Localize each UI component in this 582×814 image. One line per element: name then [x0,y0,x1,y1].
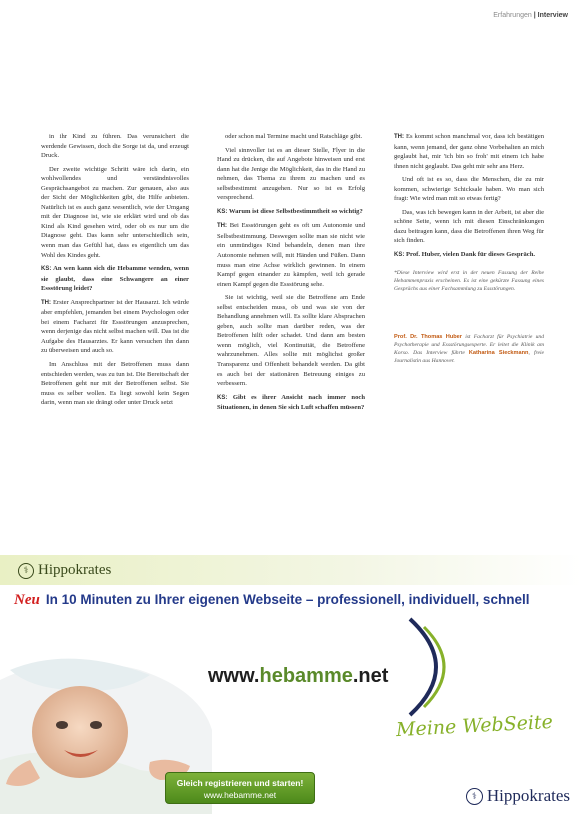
article-column-2 [217,132,365,417]
paragraph-text: Das, was ich bewegen kann in der Arbeit, ist aber die schöne Seite, wenn ich mit diesen Einschränkungen dazu beitragen kann, dass die Betroffenen ihren Weg für sich finden. [394,208,544,245]
ad-neu-label: Neu [14,592,40,608]
running-header: Erfahrungen | Interview [493,12,568,19]
bio-name-interviewer: Katharina Sieckmann [468,349,529,356]
paragraph-text: Bei Essstörungen geht es oft um Autonomie und Selbstbestimmung. Deswegen sollte man sie nicht wie ein unmündiges Kind behandeln, denen man ihre Autonomie nehmen will, mit Händen und Füßen. Dann muss man eine Achse wirklich gewinnen. In einem Kampf gegen einander zu kämpfen, weil ich gerade einen Kampf gegen die Essstörung sehe. [217,222,365,288]
paragraph-text: in ihr Kind zu führen. Das verunsichert die werdende Gewissen, doch die Sorge ist da, und erzeugt Druck. [41,133,189,160]
speaker-label: KS: [41,266,52,273]
header-category: Interview [537,12,568,19]
ad-brand-bottom-label: Hippokrates [486,786,570,805]
ad-slogan-text: In 10 Minuten zu Ihrer eigenen Webseite – professionell, individuell, schnell [45,592,530,607]
paragraph-text: Erster Ansprechpartner ist der Hausarzt. Ich würde aber empfehlen, jemanden bei einem Psychologen oder bei einem Facharzt für Essstörungen anzusprechen, wenn derjenige das nicht selbst machen will. Das ist die Aufgabe des Hausarztes. Er kann versuchen ihn dann zu überweisen und auch so. [41,298,189,355]
paragraph [217,132,365,142]
ad-brand-bottom [466,786,570,806]
paragraph [394,208,544,246]
speaker-label: TH: [217,223,227,230]
paragraph [41,360,189,408]
hippokrates-logo-icon: ⚕ [466,788,483,805]
ad-slogan [14,592,529,609]
speaker-label: KS: [217,208,228,215]
speaker-label: KS: [217,394,228,401]
url-suffix: .net [352,665,389,687]
ad-script-tagline: Meine WebSeite [395,710,554,742]
paragraph-text: Im Anschluss mit der Betroffenen muss dann entschieden werden, was zu tun ist. Die Bereitschaft der Betroffenen geht nur mit der Betroffenen selbst. Sie muss es selber wollen. Es liegt sowohl kein Segen darin, wenn man sie drängt oder unter Druck setzt [41,361,189,407]
url-prefix: www. [208,665,260,687]
paragraph-text: Und oft ist es so, dass die Menschen, die zu mir kommen, schwierige Schicksale haben. Wo man sich fragt: Wie wird man mit so etwas fertig? [394,176,544,203]
article-column-3 [394,132,544,365]
paragraph [41,165,189,260]
speaker-label: TH: [41,299,51,306]
hippokrates-logo-icon: ⚕ [18,563,34,579]
interview-note: *Diese Interview wird erst in der neuen Fassung der Reihe Hebammenpraxis erscheinen. Es ist eine gekürzte Fassung eines Gesprächs aus einer Fachsammlung zu Essstörungen. [394,269,544,292]
interview-answer [41,298,189,356]
article-column-1 [41,132,189,412]
ad-arc-graphic [404,617,464,717]
paragraph [41,132,189,161]
ad-top-band [0,555,582,585]
cta-line-2: www.hebamme.net [203,790,277,800]
ad-brand-top-label: Hippokrates [38,562,112,578]
cta-line-1: Gleich registrieren und starten! [176,778,304,788]
advertisement[interactable] [0,555,582,814]
paragraph-text: An wen kann sich die Hebamme wenden, wenn sie glaubt, dass eine Schwangere an einer Essstörung leidet? [41,265,189,293]
paragraph-text: Der zweite wichtige Schritt wäre ich darin, ein wohlwollendes und verständnisvolles Gesprächsangebot zu machen. Zur genauen, also aus der Sicht der Möglichkeiten gibt, die Hilfe anbieten. Natürlich ist es auch ganz wesentlich, wie der Umgang mit der Diagnose ist, wie sie erklärt wird und ob das Kind als Kind gesehen wird, oder ob es nur um die Diagnose geht. Das kann sehr unterschiedlich sein, wenn man das Gefühl hat, dass es eigentlich um das Wohl des Kindes geht. [41,165,189,259]
paragraph-text: Viel sinnvoller ist es an dieser Stelle, Flyer in die Hand zu drücken, die auf Angebote hinweisen und erst dann hat die Jenige die Möglichkeit, das in die Hand zu nehmen, das Thema zu ihrem zu machen und es selbstbestimmt anzugehen. Nur so ist es Erfolg versprechend. [217,146,365,202]
bio-text-interviewer: Das Interview führte [413,349,465,356]
speaker-label: KS: [394,252,405,259]
bio-text-expert: ist Facharzt für Psychiatrie und Psychotherapie und Essstörungsexperte. Er leitet die Klinik am Korso. [394,333,544,356]
paragraph-text: Gibt es ihrer Ansicht nach immer noch Situationen, in denen Sie sich Luft schaffen müssen? [217,393,365,412]
paragraph [394,175,544,204]
interview-question [217,207,365,218]
paragraph-text: Sie ist wichtig, weil sie die Betroffene am Ende selbst entscheiden muss, ob und was sie von der Behandlung annehmen will. Es sollte klare Absprachen geben, auch sollte man darüber reden, was der Betroffenen hilft oder schadet. Und dann am besten wenn möglich, viel Kontinuität, die Betroffene wahrzunehmen. Alles sollte mit möglichst großer Transparenz und Offenheit behandelt werden. Da gibt es auch bei der stationären Betreuung einiges zu verbessern. [217,294,365,388]
paragraph-text: Prof. Huber, vielen Dank für dieses Gespräch. [406,251,536,259]
paragraph [217,293,365,388]
register-start-button[interactable] [165,772,315,804]
interview-question [394,250,544,261]
interview-answer [217,221,365,289]
ad-website-url [208,665,388,688]
url-main: hebamme [259,665,353,687]
paragraph-text: oder schon mal Termine macht und Ratschläge gibt. [225,133,363,140]
author-bio [394,333,544,365]
interview-answer [394,132,544,171]
bio-text-interviewer-suffix: , freie Journalistin aus Hannover. [394,349,544,364]
paragraph [217,146,365,203]
bio-name-expert: Prof. Dr. Thomas Huber [394,333,462,340]
ad-brand-top [18,562,111,579]
paragraph-text: Es kommt schon manchmal vor, dass ich bestätigen kann, wenn jemand, der ganz ohne Vorbehalten an mich geglaubt hat, mir 'ich bin so froh' mit einem ich habe ihnen nicht geglaubt. Das geht mir sehr ans Herz. [394,133,544,170]
header-section: Erfahrungen [493,12,532,19]
interview-question [41,264,189,294]
interview-question [217,393,365,413]
speaker-label: TH: [394,134,404,140]
paragraph-text: Warum ist diese Selbstbestimmtheit so wichtig? [228,207,363,215]
